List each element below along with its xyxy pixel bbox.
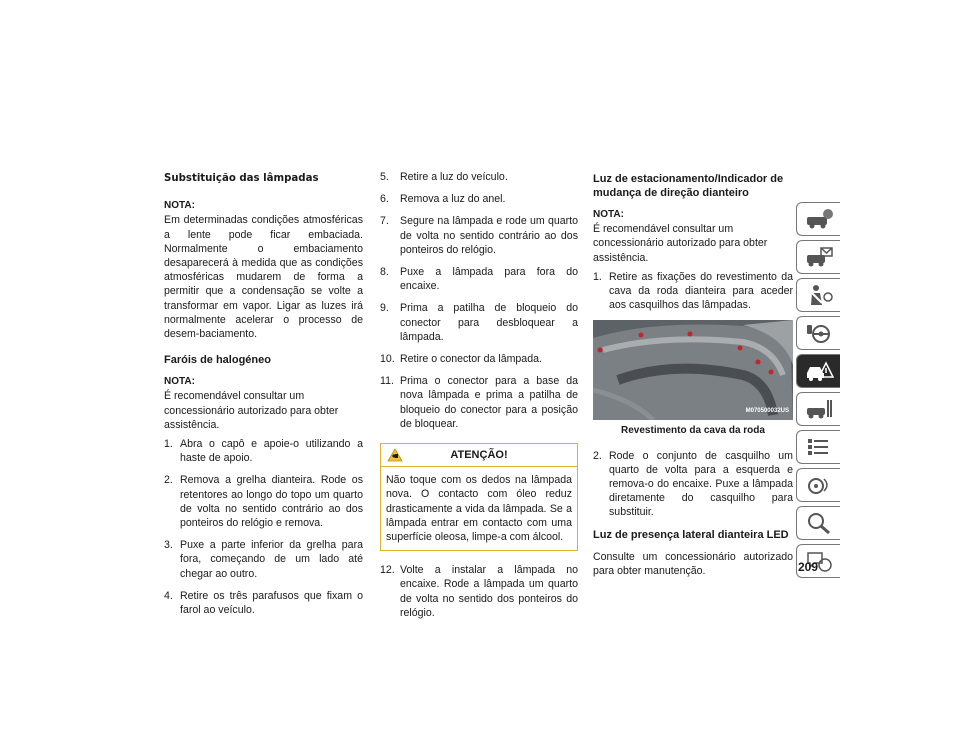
step-text: Segure na lâmpada e rode um quarto de volta no sentido contrário ao dos ponteiros do relógio. xyxy=(400,215,578,256)
note-text: Em determinadas condições atmosféricas a lente pode ficar embaciada. Normalmente o embaciamento desaparecerá à medida que as condições atmosféricas mudarem de forma a permitir que a condensação se volte a transformar em vapor. Ligar as luzes irá normalmente acelerar o processo de desem-baciamento. xyxy=(164,214,363,341)
chapter-tabs xyxy=(796,202,840,582)
step-text: Remova a grelha dianteira. Rode os retentores ao longo do topo um quarto de volta no sentido contrário ao dos ponteiros do relógio e remova. xyxy=(180,474,363,530)
tab-starting-operating[interactable] xyxy=(796,316,840,350)
column-3 xyxy=(593,172,793,578)
step-text: Volte a instalar a lâmpada no encaixe. Rode a lâmpada um quarto de volta no sentido dos ponteiros do relógio. xyxy=(400,564,578,619)
step-text: Remova a luz do anel. xyxy=(400,193,506,206)
column-1 xyxy=(164,172,363,625)
step-number: 2. xyxy=(593,449,602,462)
tab-multimedia[interactable] xyxy=(796,468,840,502)
note-label: NOTA: xyxy=(593,209,624,220)
list-item xyxy=(593,270,793,313)
step-number: 1. xyxy=(593,270,602,283)
step-number: 1. xyxy=(164,438,173,451)
step-text: Retire o conector da lâmpada. xyxy=(400,353,542,366)
list-item xyxy=(380,374,578,431)
warning-text: Não toque com os dedos na lâmpada nova. O contacto com óleo reduz drasticamente a vida da lâmpada. Se a lâmpada entrar em contacto com uma superfície oleosa, limpe-a com álcool. xyxy=(386,474,572,544)
step-text: Abra o capô e apoie-o utilizando a haste de apoio. xyxy=(180,438,363,465)
step-text: Prima o conector para a base da nova lâmpada e prima a patilha de bloqueio do conector para a posição de bloquear. xyxy=(400,375,578,430)
tab-servicing[interactable] xyxy=(796,392,840,426)
section-title-halogen: Faróis de halogéneo xyxy=(164,354,271,367)
step-number: 5. xyxy=(380,171,389,183)
list-item xyxy=(164,589,363,617)
car-mail-icon xyxy=(804,245,834,269)
index-search-icon xyxy=(804,511,834,535)
step-number: 6. xyxy=(380,193,389,206)
steps-list xyxy=(593,449,793,520)
steps-list xyxy=(593,270,793,313)
steps-list xyxy=(164,437,363,617)
list-item xyxy=(593,449,793,520)
step-number: 11. xyxy=(380,375,394,388)
list-item xyxy=(380,265,578,293)
tab-index[interactable] xyxy=(796,506,840,540)
note-text: É recomendável consultar um concessionário autorizado para obter assistência. xyxy=(164,390,339,431)
warning-title: ATENÇÃO! xyxy=(450,449,508,462)
step-number: 2. xyxy=(164,474,173,487)
car-info-icon xyxy=(804,207,834,231)
list-item xyxy=(380,301,578,344)
figure-code: M070500032US xyxy=(745,408,789,415)
tab-introduction[interactable] xyxy=(796,202,840,236)
warning-header xyxy=(381,444,577,467)
step-text: Puxe a parte inferior da grelha para fora, começando de um lado até chegar ao outro. xyxy=(180,539,363,580)
step-number: 10. xyxy=(380,353,395,366)
step-text: Retire a luz do veículo. xyxy=(400,171,508,183)
multimedia-icon xyxy=(804,473,834,497)
step-number: 9. xyxy=(380,302,389,315)
section-title-led-marker: Luz de presença lateral dianteira LED xyxy=(593,528,789,541)
note-label: NOTA: xyxy=(164,200,195,212)
list-item xyxy=(380,192,578,206)
step-number: 4. xyxy=(164,589,173,602)
note-label: NOTA: xyxy=(164,376,195,388)
list-item xyxy=(380,170,578,184)
wheel-well-liner-image xyxy=(593,320,793,420)
step-text: Prima a patilha de bloqueio do conector para desbloquear a lâmpada. xyxy=(400,302,578,343)
steps-list xyxy=(380,170,578,431)
step-text: Retire as fixações do revestimento da cava da roda dianteira para aceder aos casquilhos das lâmpadas. xyxy=(609,270,793,312)
section-text: Consulte um concessionário autorizado para obter manutenção. xyxy=(593,550,793,577)
page-title: Substituição das lâmpadas xyxy=(164,173,319,184)
car-service-icon xyxy=(804,397,834,421)
step-number: 7. xyxy=(380,215,389,228)
column-2 xyxy=(380,170,578,628)
figure-caption: Revestimento da cava da roda xyxy=(621,425,765,437)
warning-icon xyxy=(387,448,403,462)
section-title-parking-light: Luz de estacionamento/Indicador de mudança de direção dianteiro xyxy=(593,173,784,199)
note-text: É recomendável consultar um concessionário autorizado para obter assistência. xyxy=(593,223,768,264)
step-number: 8. xyxy=(380,266,389,279)
tab-emergencies[interactable] xyxy=(796,354,840,388)
step-text: Rode o conjunto de casquilho um quarto de volta para a esquerda e remova-o do encaixe. Puxe a lâmpada diretamente do casquilho para substituir. xyxy=(609,449,793,519)
page-number: 209 xyxy=(798,560,819,574)
steering-wheel-icon xyxy=(804,321,834,345)
specifications-icon xyxy=(804,435,834,459)
car-warning-icon xyxy=(804,359,834,383)
step-number: 12. xyxy=(380,564,395,577)
list-item xyxy=(380,214,578,257)
list-item xyxy=(164,437,363,465)
list-item xyxy=(380,563,578,620)
warning-box xyxy=(380,443,578,551)
step-number: 3. xyxy=(164,539,173,552)
steps-list xyxy=(380,563,578,620)
seatbelt-icon xyxy=(804,283,834,307)
step-text: Puxe a lâmpada para fora do encaixe. xyxy=(400,266,578,293)
list-item xyxy=(164,538,363,581)
tab-getting-to-know[interactable] xyxy=(796,240,840,274)
step-text: Retire os três parafusos que fixam o farol ao veículo. xyxy=(180,589,363,617)
list-item xyxy=(164,473,363,530)
tab-safety[interactable] xyxy=(796,278,840,312)
tab-technical-specs[interactable] xyxy=(796,430,840,464)
list-item xyxy=(380,352,578,366)
